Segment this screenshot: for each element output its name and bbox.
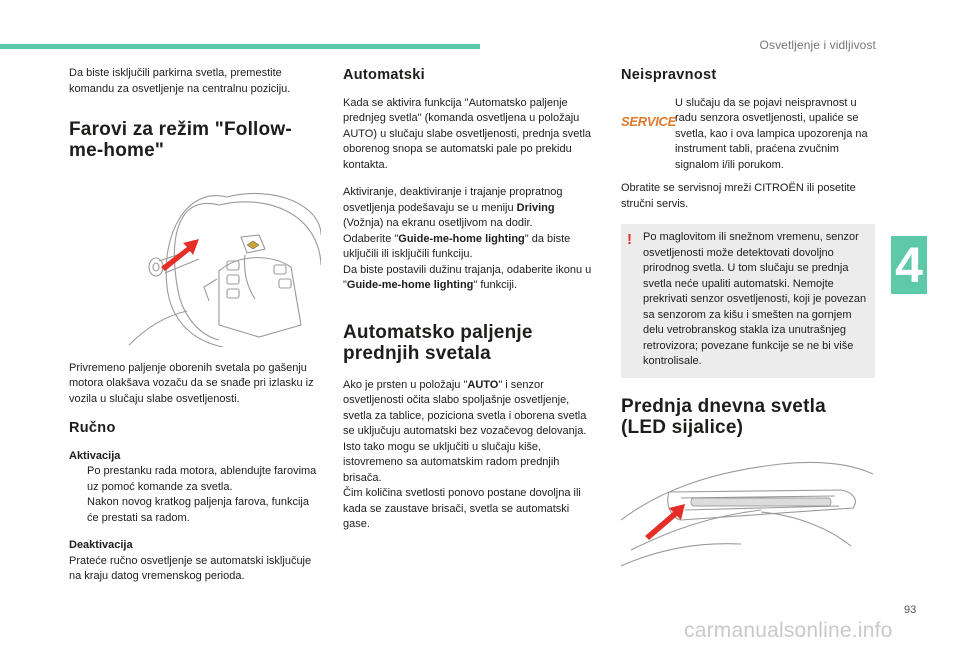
aktivacija-label: Aktivacija [69, 449, 121, 462]
column-3 [621, 66, 875, 581]
automatski-paragraph-2: Aktiviranje, deaktiviranje i trajanje propratnog osvetljenja podešavaju se u meniju Driving (Vožnja) na ekranu osetljivom na dodir. Odaberite "Guide-me-home lighting" da biste uključili ili isključili funkciju. Da biste postavili dužinu trajanja, odaberite ikonu u "Guide-me-home lighting" funkciji. [343, 186, 592, 291]
neispravnost-heading: Neispravnost [621, 67, 717, 83]
running-title: Osvetljenje i vidljivost [759, 38, 876, 52]
bullet-icon [69, 495, 87, 526]
column-2 [343, 66, 595, 545]
column-1 [69, 66, 321, 585]
parking-lights-intro: Da biste isključili parkirna svetla, premestite komandu za osvetljenje na centralnu poziciju. [69, 67, 291, 95]
headlight-illustration [621, 450, 875, 574]
page-number: 93 [904, 604, 917, 616]
warning-box [621, 224, 875, 378]
list-item: Po prestanku rada motora, ablendujte farovima uz pomoć komande za svetla. [69, 464, 321, 495]
rucno-heading: Ručno [69, 420, 116, 436]
list-item: Nakon novog kratkog paljenja farova, funkcija će prestati sa radom. [69, 495, 321, 526]
automatsko-paljenje-title: Automatsko paljenje prednjih svetala [343, 321, 533, 364]
led-title: Prednja dnevna svetla (LED sijalice) [621, 395, 826, 438]
service-block [621, 96, 875, 174]
aktivacija-block [69, 449, 321, 527]
automatsko-paljenje-paragraph-1: Ako je prsten u položaju "AUTO" i senzor osvetljenosti očita slabo spoljašnje osvetljenje, svetla za tablice, poziciona svetla i oborena svetla se uključuju automatski bez vozačevog delovanja. Isto tako mogu se uključiti u slučaju kiše, istovremeno sa automatskim radom prednjih brisača. Čim količina svetlosti ponovo postane dovoljna ili kada se zaustave brisači, svetla se automatski gase. [343, 378, 587, 530]
chapter-tab: 4 [891, 236, 927, 294]
service-warning-icon: SERVICE [621, 113, 676, 129]
obratite-text: Obratite se servisnoj mreži CITROËN ili posetite stručni servis. [621, 182, 856, 210]
exclamation-icon: ! [627, 231, 632, 248]
deaktivacija-text: Prateće ručno osvetljenje se automatski isključuje na kraju datog vremenskog perioda. [69, 554, 312, 582]
deaktivacija-label: Deaktivacija [69, 539, 133, 551]
deaktivacija-block [69, 538, 321, 585]
service-text: U slučaju da se pojavi neispravnost u radu senzora osvetljenosti, upaliće se svetla, kao i ova lampica upozorenja na instrument tabli, praćena zvučnim signalom i/ili porukom. [675, 96, 868, 171]
follow-me-home-description: Privremeno paljenje oborenih svetala po gašenju motora olakšava vozaču da se snađe pri izlasku iz vozila u slučaju slabe osvetljenosti. [69, 361, 314, 405]
bullet-icon [69, 464, 87, 495]
follow-me-home-title: Farovi za režim "Follow-me-home" [69, 119, 292, 161]
steering-wheel-illustration [69, 175, 321, 353]
automatski-heading: Automatski [343, 67, 425, 83]
warning-text: Po maglovitom ili snežnom vremenu, senzor osvetljenosti može detektovati dovoljno prirodnog svetla. U tom slučaju se prednja svetla neće upaliti automatski. Nemojte prekrivati senzor osvetljenosti, koji je povezan sa senzorom za kišu i smešten na gornjem delu vetrobranskog stakla iza unutrašnjeg retrovizora; povezane funkcije se ne bi više kontrolisale. [643, 231, 867, 367]
watermark: carmanualsonline.info [684, 619, 893, 642]
header-accent-bar [0, 44, 480, 49]
automatski-paragraph-1: Kada se aktivira funkcija "Automatsko paljenje prednjeg svetla" (komanda osvetljena u položaju AUTO) u slučaju slabe osvetljenosti, prednja svetla oborenog snopa se automatski pale po prekidu kontakta. [343, 96, 592, 171]
